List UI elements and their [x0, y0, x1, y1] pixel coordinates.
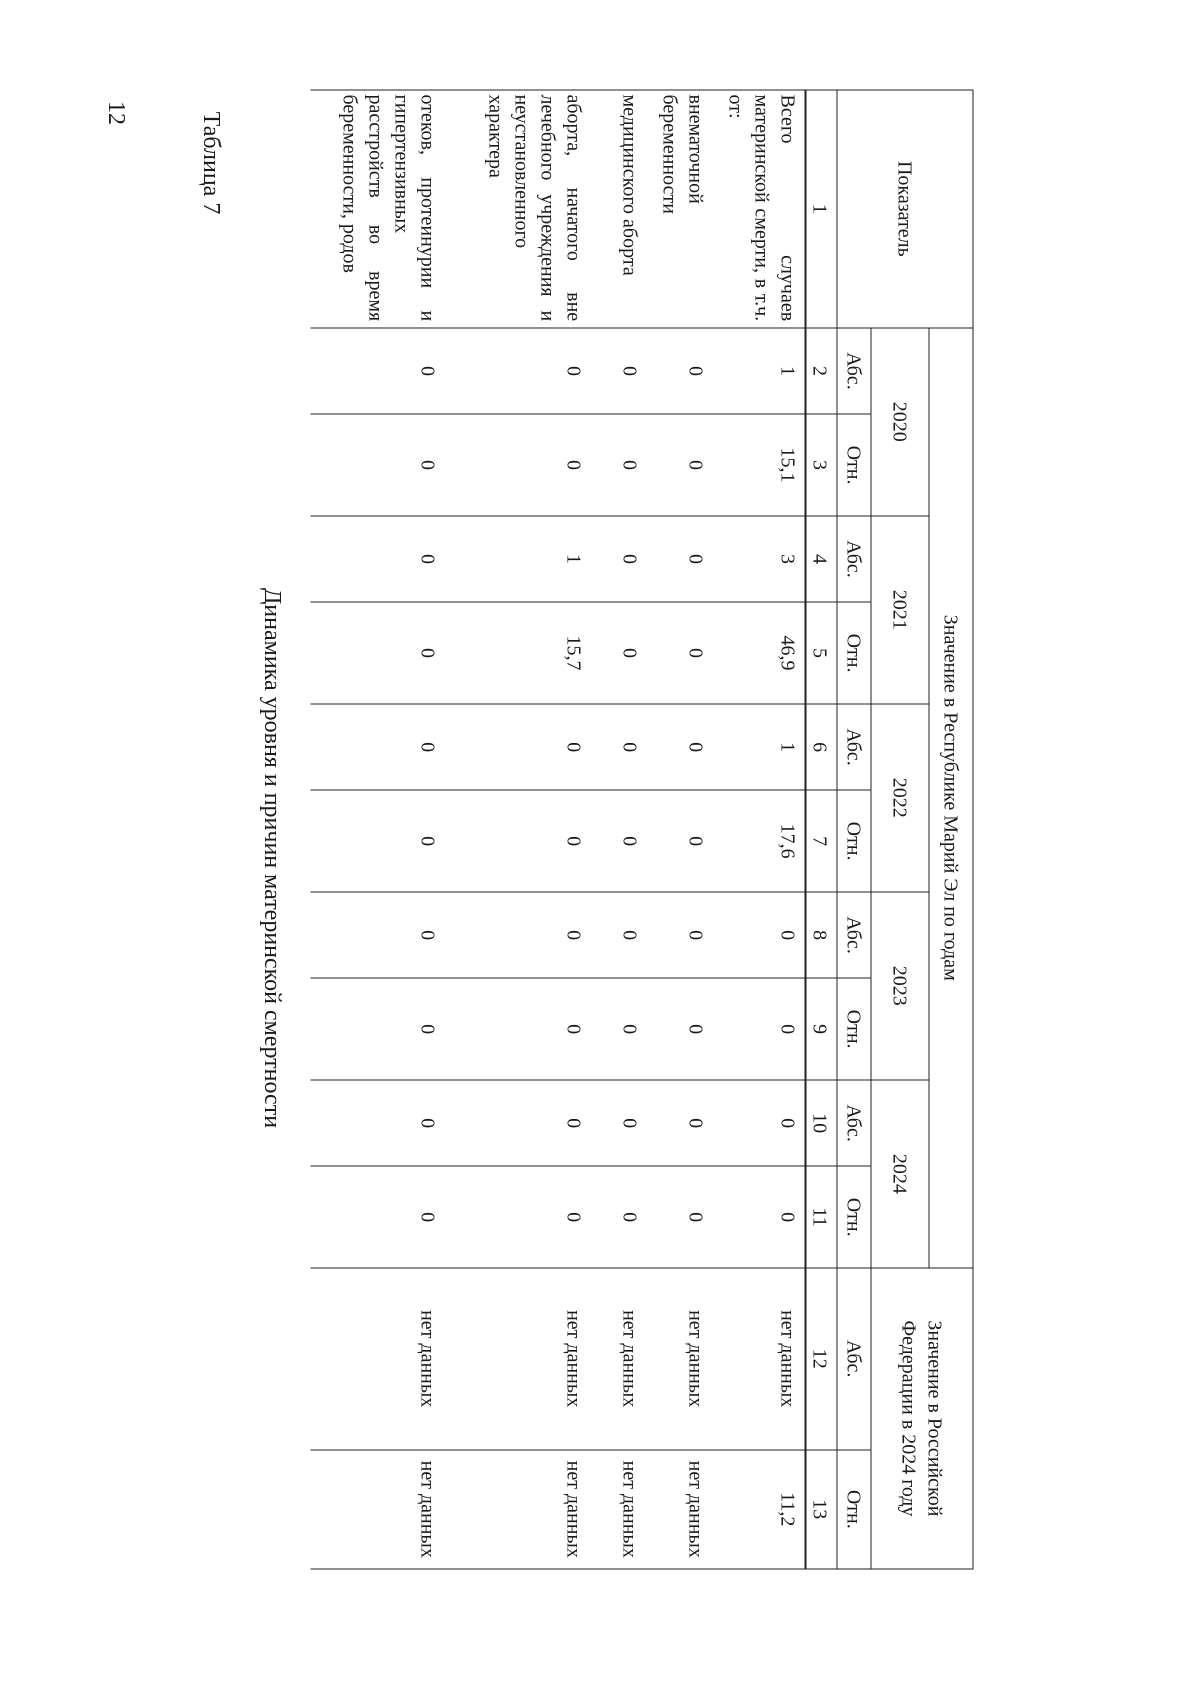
- cell-value: 0: [647, 704, 713, 791]
- row-indicator: аборта, начатого вне лечебного учреждения и неустановленного характера: [445, 90, 591, 328]
- cell-value: 1: [445, 516, 591, 603]
- column-number: 2: [806, 328, 838, 415]
- cell-value: 0: [647, 516, 713, 603]
- cell-value: 0: [713, 1166, 806, 1267]
- cell-value: 0: [647, 1080, 713, 1167]
- table-row: [591, 90, 647, 1569]
- cell-value: 0: [713, 1080, 806, 1167]
- cell-value: 0: [311, 328, 445, 415]
- header-abs: Абс.: [837, 1080, 871, 1167]
- cell-value: 0: [311, 704, 445, 791]
- cell-value: 0: [591, 1080, 647, 1167]
- cell-value: 11,2: [713, 1450, 806, 1569]
- cell-value: 0: [445, 1166, 591, 1267]
- column-number: 4: [806, 516, 838, 603]
- header-year-2022: 2022: [871, 704, 929, 892]
- header-year-2021: 2021: [871, 516, 929, 704]
- cell-value: 0: [311, 516, 445, 603]
- column-number: 9: [806, 978, 838, 1079]
- cell-value: 0: [311, 790, 445, 891]
- cell-value: 0: [647, 790, 713, 891]
- cell-value: 0: [311, 892, 445, 979]
- cell-value: нет данных: [311, 1268, 445, 1450]
- cell-value: нет данных: [647, 1268, 713, 1450]
- cell-value: 0: [713, 892, 806, 979]
- row-indicator: Всего случаев материнской смерти, в т.ч. от:: [713, 90, 806, 328]
- column-number: 7: [806, 790, 838, 891]
- cell-value: 0: [591, 978, 647, 1079]
- cell-value: нет данных: [445, 1268, 591, 1450]
- header-rf-group: Значение в Российской Федерации в 2024 году: [871, 1268, 973, 1569]
- header-year-2020: 2020: [871, 328, 929, 516]
- cell-value: 0: [591, 892, 647, 979]
- row-indicator: медицинского аборта: [591, 90, 647, 328]
- header-year-2024: 2024: [871, 1080, 929, 1268]
- table-row: [713, 90, 806, 1569]
- cell-value: 0: [445, 892, 591, 979]
- header-abs: Абс.: [837, 704, 871, 791]
- cell-value: 0: [591, 704, 647, 791]
- cell-value: 3: [713, 516, 806, 603]
- header-region-group: Значение в Республике Марий Эл по годам: [929, 328, 973, 1268]
- cell-value: 0: [311, 978, 445, 1079]
- cell-value: 0: [647, 978, 713, 1079]
- cell-value: 1: [713, 704, 806, 791]
- cell-value: нет данных: [445, 1450, 591, 1569]
- header-rel: Отн.: [837, 1166, 871, 1267]
- table-row: [445, 90, 591, 1569]
- header-abs: Абс.: [837, 516, 871, 603]
- cell-value: нет данных: [647, 1450, 713, 1569]
- cell-value: нет данных: [591, 1450, 647, 1569]
- cell-value: 0: [647, 602, 713, 703]
- table-row: [311, 90, 445, 1569]
- cell-value: 0: [445, 978, 591, 1079]
- cell-value: 0: [445, 328, 591, 415]
- cell-value: 0: [445, 790, 591, 891]
- column-number: 11: [806, 1166, 838, 1267]
- cell-value: 0: [445, 414, 591, 515]
- column-number: 3: [806, 414, 838, 515]
- cell-value: нет данных: [713, 1268, 806, 1450]
- column-numbers-row: [806, 90, 838, 1569]
- cell-value: 0: [591, 516, 647, 603]
- cell-value: 0: [311, 1166, 445, 1267]
- cell-value: 0: [591, 790, 647, 891]
- cell-value: 0: [647, 414, 713, 515]
- column-number: 12: [806, 1268, 838, 1450]
- cell-value: 0: [647, 1166, 713, 1267]
- cell-value: 0: [591, 414, 647, 515]
- cell-value: 0: [713, 978, 806, 1079]
- header-abs: Абс.: [837, 328, 871, 415]
- table-label: Таблица 7: [198, 111, 224, 215]
- cell-value: 0: [591, 602, 647, 703]
- page-number: 12: [103, 101, 129, 125]
- cell-value: 15,7: [445, 602, 591, 703]
- row-indicator: отеков, протеинурии и гипертензивных расстройств во время беременности, родов: [311, 90, 445, 328]
- header-indicator: Показатель: [837, 90, 973, 328]
- cell-value: 1: [713, 328, 806, 415]
- maternal-mortality-table: [311, 90, 974, 1570]
- cell-value: 0: [591, 1166, 647, 1267]
- cell-value: 0: [445, 704, 591, 791]
- table-row: [647, 90, 713, 1569]
- header-abs: Абс.: [837, 892, 871, 979]
- header-rel: Отн.: [837, 414, 871, 515]
- column-number: 10: [806, 1080, 838, 1167]
- cell-value: нет данных: [311, 1450, 445, 1569]
- cell-value: 0: [311, 414, 445, 515]
- column-number: 1: [806, 90, 838, 328]
- table-title: Динамика уровня и причин материнской смертности: [259, 587, 285, 1129]
- cell-value: 0: [647, 328, 713, 415]
- column-number: 6: [806, 704, 838, 791]
- header-rel: Отн.: [837, 602, 871, 703]
- column-number: 8: [806, 892, 838, 979]
- cell-value: 0: [591, 328, 647, 415]
- cell-value: нет данных: [591, 1268, 647, 1450]
- header-abs: Абс.: [837, 1268, 871, 1450]
- column-number: 5: [806, 602, 838, 703]
- cell-value: 17,6: [713, 790, 806, 891]
- column-number: 13: [806, 1450, 838, 1569]
- header-rel: Отн.: [837, 1450, 871, 1569]
- cell-value: 46,9: [713, 602, 806, 703]
- cell-value: 15,1: [713, 414, 806, 515]
- header-year-2023: 2023: [871, 892, 929, 1080]
- mortality-table-container: [269, 90, 974, 1570]
- header-rel: Отн.: [837, 790, 871, 891]
- cell-value: 0: [445, 1080, 591, 1167]
- cell-value: 0: [647, 892, 713, 979]
- cell-value: 0: [311, 602, 445, 703]
- cell-value: 0: [311, 1080, 445, 1167]
- header-rel: Отн.: [837, 978, 871, 1079]
- row-indicator: внематочной беременности: [647, 90, 713, 328]
